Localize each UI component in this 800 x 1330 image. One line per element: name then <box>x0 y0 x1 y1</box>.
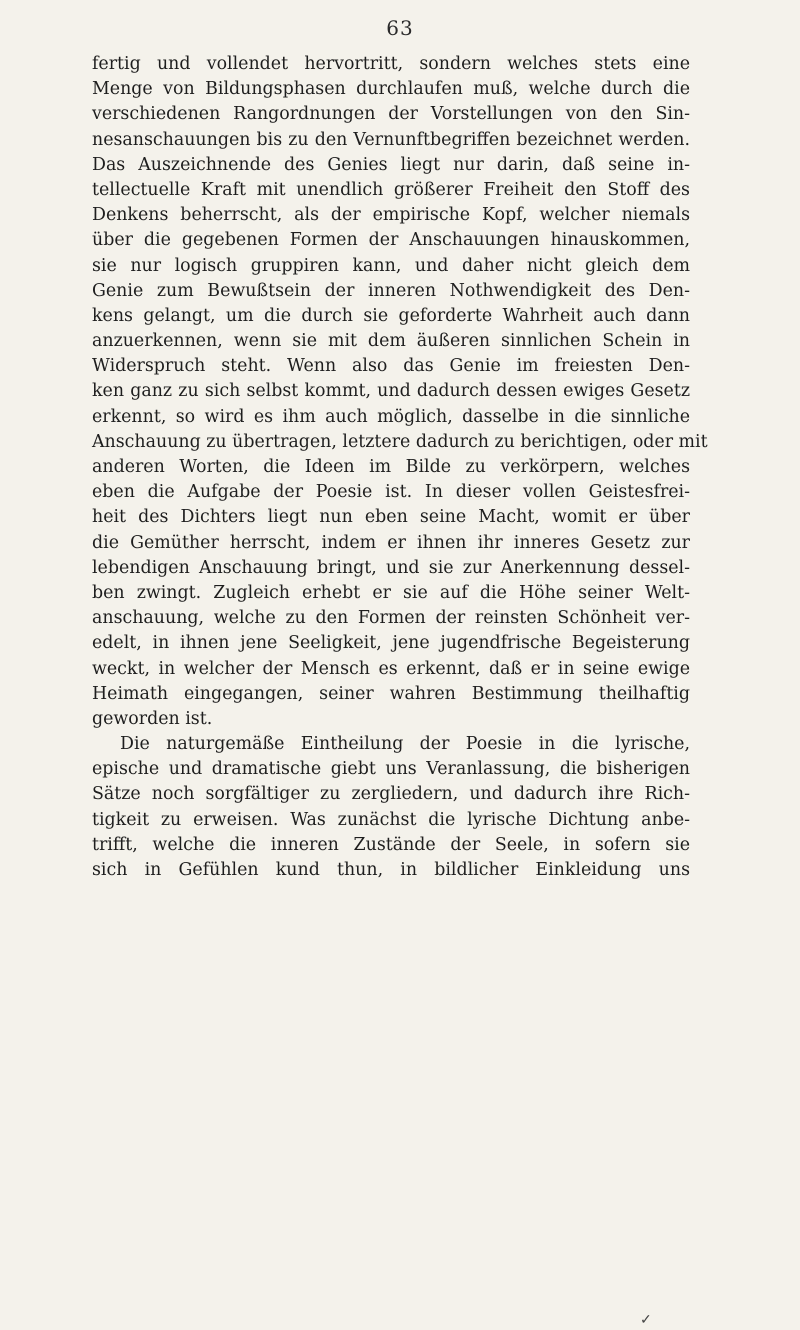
text-line: Die naturgemäße Eintheilung der Poesie in die lyrische, <box>120 734 690 755</box>
text-line: weckt, in welcher der Mensch es erkennt, daß er in seine ewige <box>92 658 690 679</box>
text-line: Heimath eingegangen, seiner wahren Bestimmung theilhaftig <box>92 683 690 704</box>
text-line: trifft, welche die inneren Zustände der Seele, in sofern sie <box>92 834 690 855</box>
text-line: verschiedenen Rangordnungen der Vorstellungen von den Sin- <box>92 104 690 125</box>
text-line: anzuerkennen, wenn sie mit dem äußeren sinnlichen Schein in <box>92 331 690 352</box>
text-line: Menge von Bildungsphasen durchlaufen muß, welche durch die <box>92 79 690 100</box>
text-line: heit des Dichters liegt nun eben seine Macht, womit er über <box>92 507 690 528</box>
text-line: tellectuelle Kraft mit unendlich größerer Freiheit den Stoff des <box>92 179 690 200</box>
text-line: anschauung, welche zu den Formen der reinsten Schönheit ver- <box>92 608 690 629</box>
text-line: ben zwingt. Zugleich erhebt er sie auf die Höhe seiner Welt- <box>92 582 690 603</box>
text-line: über die gegebenen Formen der Anschauungen hinauskommen, <box>92 230 690 251</box>
text-line: Genie zum Bewußtsein der inneren Nothwendigkeit des Den- <box>92 280 690 301</box>
text-line: Denkens beherrscht, als der empirische Kopf, welcher niemals <box>92 205 690 226</box>
text-line: die Gemüther herrscht, indem er ihnen ihr inneres Gesetz zur <box>92 532 690 553</box>
text-line: sie nur logisch gruppiren kann, und daher nicht gleich dem <box>92 255 690 276</box>
text-line: kens gelangt, um die durch sie geforderte Wahrheit auch dann <box>92 305 690 326</box>
text-line: geworden ist. <box>92 708 213 729</box>
text-line: anderen Worten, die Ideen im Bilde zu verkörpern, welches <box>92 457 690 477</box>
text-line: tigkeit zu erweisen. Was zunächst die lyrische Dichtung anbe- <box>92 809 690 830</box>
text-line: fertig und vollendet hervortritt, sondern welches stets eine <box>92 54 690 74</box>
text-line: nesanschauungen bis zu den Vernunftbegriffen bezeichnet werden. <box>92 129 690 150</box>
text-line: sich in Gefühlen kund thun, in bildlicher Einkleidung uns <box>92 860 690 880</box>
text-line: ken ganz zu sich selbst kommt, und dadurch dessen ewiges Gesetz <box>92 381 690 402</box>
text-line: Das Auszeichnende des Genies liegt nur darin, daß seine in- <box>92 154 690 175</box>
page-number: 63 <box>386 16 414 40</box>
text-line: edelt, in ihnen jene Seeligkeit, jene jugendfrische Begeisterung <box>92 633 690 654</box>
body-text <box>92 52 708 883</box>
text-line: Widerspruch steht. Wenn also das Genie im freiesten Den- <box>92 356 690 377</box>
text-line: eben die Aufgabe der Poesie ist. In dieser vollen Geistesfrei- <box>92 482 690 503</box>
text-line: lebendigen Anschauung bringt, und sie zur Anerkennung dessel- <box>92 557 690 578</box>
text-line: Sätze noch sorgfältiger zu zergliedern, und dadurch ihre Rich- <box>92 784 690 805</box>
text-line: erkennt, so wird es ihm auch möglich, dasselbe in die sinnliche <box>92 406 690 427</box>
text-line: Anschauung zu übertragen, letztere dadurch zu berichtigen, oder mit <box>92 431 708 452</box>
signature-mark: ✓ <box>640 1312 652 1328</box>
text-line: epische und dramatische giebt uns Veranlassung, die bisherigen <box>92 759 690 780</box>
